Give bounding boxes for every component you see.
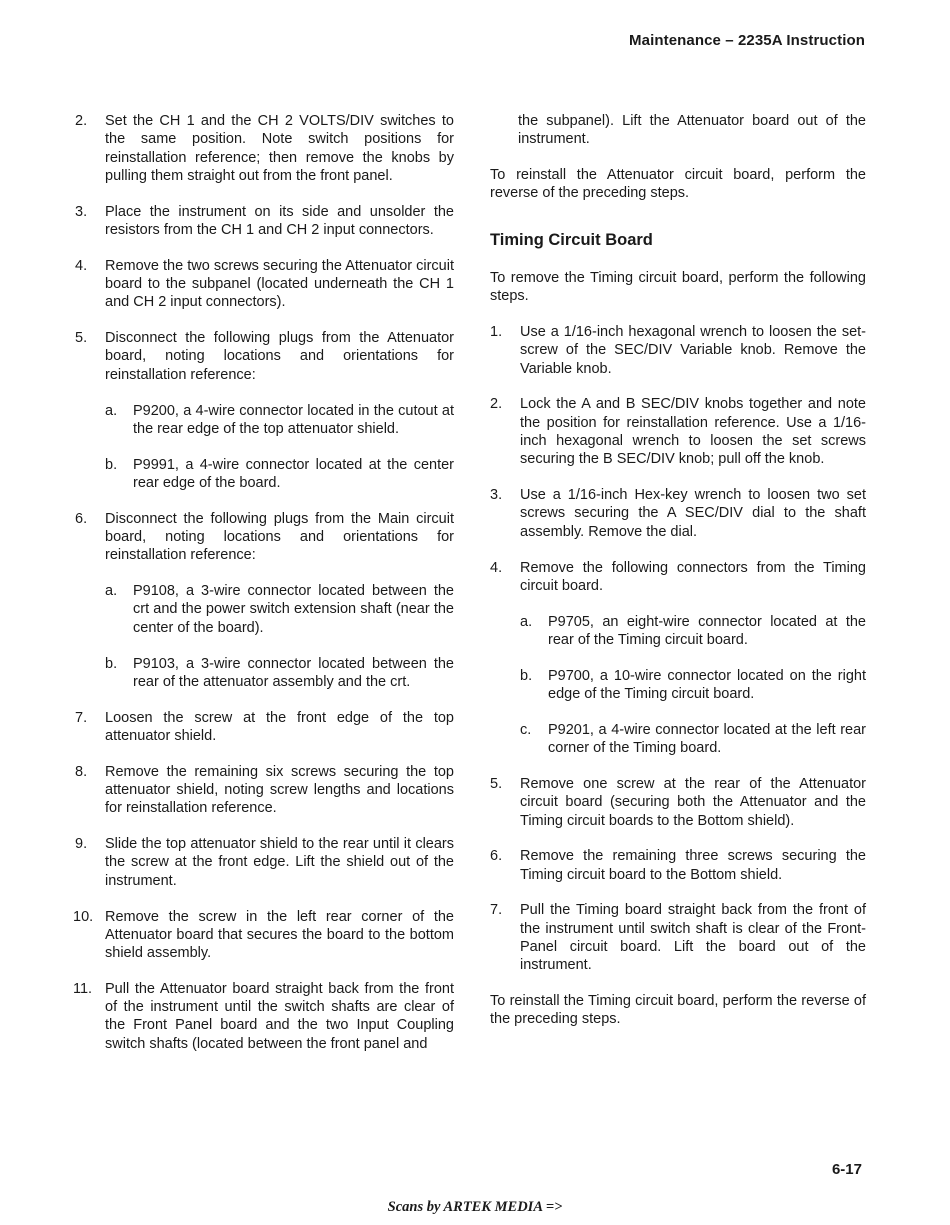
substep-letter: b. <box>520 667 533 684</box>
substep-text: P9201, a 4-wire connector located at the left rear corner of the Timing board. <box>548 721 866 757</box>
step-text: Disconnect the following plugs from the Attenuator board, noting locations and orientations for reinstallation reference: <box>105 330 454 383</box>
step-number: 1. <box>490 324 503 341</box>
step-9 <box>75 835 454 890</box>
step-text: Set the CH 1 and the CH 2 VOLTS/DIV switches to the same position. Note switch positions for reinstallation reference; then remove the knobs by pulling them straight out from the front panel. <box>105 113 454 184</box>
timing-step-4 <box>490 559 866 596</box>
timing-step-7 <box>490 901 866 974</box>
step-text: Lock the A and B SEC/DIV knobs together and note the position for reinstallation reference. Use a 1/16-inch hexagonal wrench to loosen the set screws securing the B SEC/DIV knob; pull off the knob. <box>520 396 866 468</box>
reinstall-attenuator-note: To reinstall the Attenuator circuit board, perform the reverse of the preceding steps. <box>490 167 866 202</box>
step-2 <box>75 112 454 185</box>
step-4 <box>75 257 454 312</box>
timing-step-4-c <box>490 721 866 758</box>
timing-step-4-b <box>490 667 866 704</box>
step-6-b <box>75 655 454 692</box>
step-8 <box>75 763 454 818</box>
step-number: 5. <box>490 775 503 792</box>
substep-text: P9108, a 3-wire connector located between the crt and the power switch extension shaft (near the center of the board). <box>133 583 454 636</box>
timing-step-4-a <box>490 613 866 650</box>
step-number: 8. <box>75 763 88 780</box>
step-6-a <box>75 582 454 637</box>
section-heading: Timing Circuit Board <box>490 230 653 249</box>
substep-text: P9200, a 4-wire connector located in the cutout at the rear edge of the top attenuator shield. <box>133 402 454 437</box>
step-6 <box>75 510 454 565</box>
step-number: 4. <box>75 257 88 274</box>
step-number: 11. <box>73 980 93 997</box>
step-5-b <box>75 456 454 493</box>
step-text: Pull the Timing board straight back from the front of the instrument until switch shaft is clear of the Front-Panel circuit board. Lift the board out of the instrument. <box>520 902 866 974</box>
substep-letter: a. <box>105 583 118 600</box>
step-number: 2. <box>75 113 88 129</box>
step-text: Pull the Attenuator board straight back from the front of the instrument until the switch shafts are clear of the Front Panel board and the two Input Coupling switch shafts (located between the front panel and <box>105 980 454 1052</box>
step-number: 5. <box>75 330 88 347</box>
step-10 <box>75 908 454 963</box>
step-text: Remove one screw at the rear of the Attenuator circuit board (securing both the Attenuator and the Timing circuit boards to the Bottom shield). <box>520 775 866 829</box>
reinstall-timing-note: To reinstall the Timing circuit board, perform the reverse of the preceding steps. <box>490 993 866 1028</box>
step-text: Use a 1/16-inch hexagonal wrench to loosen the set-screw of the SEC/DIV Variable knob. Remove the Variable knob. <box>520 324 866 377</box>
substep-text: P9103, a 3-wire connector located between the rear of the attenuator assembly and the crt. <box>133 655 454 690</box>
step-text: Place the instrument on its side and unsolder the resistors from the CH 1 and CH 2 input connectors. <box>105 203 454 238</box>
step-text: Remove the two screws securing the Attenuator circuit board to the subpanel (located underneath the CH 1 and CH 2 input connectors). <box>105 257 454 311</box>
page-number: 6-17 <box>831 1161 862 1178</box>
timing-step-2 <box>490 395 866 468</box>
step-text: Disconnect the following plugs from the Main circuit board, noting locations and orientations for reinstallation reference: <box>105 510 454 564</box>
step-text: Remove the following connectors from the Timing circuit board. <box>520 559 866 594</box>
step-number: 7. <box>490 902 503 919</box>
step-11-continuation: the subpanel). Lift the Attenuator board out of the instrument. <box>518 113 866 148</box>
running-header: Maintenance – 2235A Instruction <box>629 32 865 49</box>
step-number: 9. <box>75 836 88 853</box>
step-5-a <box>75 402 454 439</box>
step-number: 6. <box>75 510 88 527</box>
step-number: 10. <box>73 908 94 925</box>
substep-text: P9991, a 4-wire connector located at the center rear edge of the board. <box>133 456 454 491</box>
right-column <box>490 112 866 1046</box>
step-text: Remove the screw in the left rear corner of the Attenuator board that secures the board to the bottom shield assembly. <box>105 908 454 962</box>
timing-step-5 <box>490 775 866 830</box>
substep-letter: b. <box>105 456 118 473</box>
step-number: 2. <box>490 396 503 413</box>
timing-step-6 <box>490 847 866 884</box>
step-11 <box>75 980 454 1053</box>
substep-letter: a. <box>105 402 118 419</box>
substep-text: P9700, a 10-wire connector located on the right edge of the Timing circuit board. <box>548 667 866 703</box>
step-text: Remove the remaining six screws securing the top attenuator shield, noting screw lengths and locations for reinstallation reference. <box>105 763 454 817</box>
substep-letter: c. <box>520 721 532 738</box>
step-7 <box>75 709 454 746</box>
step-number: 3. <box>490 487 503 504</box>
scan-credit: Scans by ARTEK MEDIA => <box>387 1199 563 1215</box>
substep-letter: a. <box>520 613 533 630</box>
step-number: 4. <box>490 559 503 576</box>
step-text: Remove the remaining three screws securing the Timing circuit board to the Bottom shield. <box>520 848 866 883</box>
step-text: Loosen the screw at the front edge of the top attenuator shield. <box>105 709 454 744</box>
step-text: Slide the top attenuator shield to the rear until it clears the screw at the front edge. Lift the shield out of the instrument. <box>105 836 454 889</box>
substep-text: P9705, an eight-wire connector located at the rear of the Timing circuit board. <box>548 613 866 648</box>
step-number: 6. <box>490 848 503 865</box>
section-intro: To remove the Timing circuit board, perform the following steps. <box>490 269 866 305</box>
step-5 <box>75 329 454 384</box>
step-3 <box>75 203 454 240</box>
step-text: Use a 1/16-inch Hex-key wrench to loosen two set screws securing the A SEC/DIV dial to the shaft assembly. Remove the dial. <box>520 487 866 540</box>
timing-step-1 <box>490 323 866 378</box>
substep-letter: b. <box>105 655 118 672</box>
left-column <box>75 112 454 1071</box>
timing-step-3 <box>490 486 866 541</box>
step-number: 3. <box>75 203 88 220</box>
step-number: 7. <box>75 709 88 726</box>
